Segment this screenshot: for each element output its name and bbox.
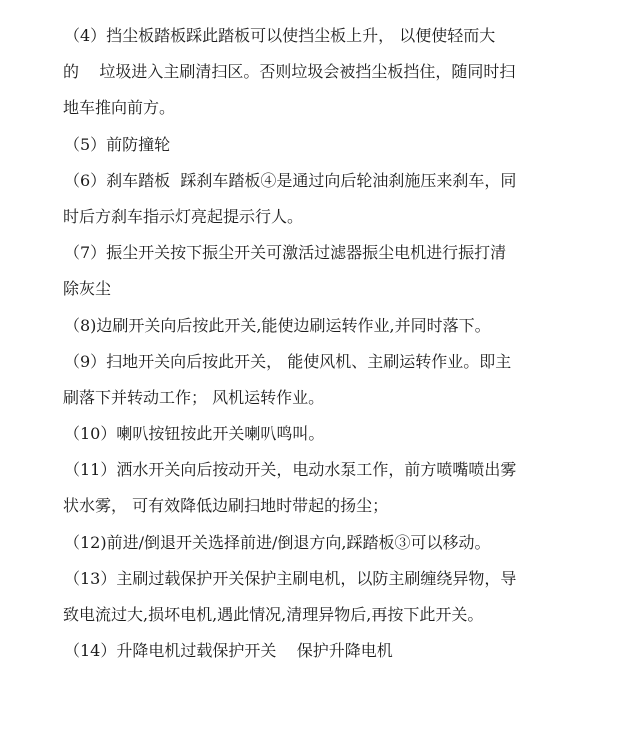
- item-6-line-2: 时后方刹车指示灯亮起提示行人。: [63, 206, 304, 226]
- item-7-line-2: 除灰尘: [63, 279, 112, 299]
- item-5-line-1: （5）前防撞轮: [64, 134, 171, 154]
- item-7-line-1: （7）振尘开关按下振尘开关可激活过滤器振尘电机进行振打清: [64, 243, 507, 263]
- item-4-line-1: （4）挡尘板踏板踩此踏板可以使挡尘板上升， 以便使轻而大: [64, 26, 496, 45]
- item-8-line-1: （8)边刷开关向后按此开关,能使边刷运转作业,并同时落下。: [64, 315, 491, 335]
- item-4-line-3: 地车推向前方。: [63, 98, 176, 118]
- item-11-line-1: （11）洒水开关向后按动开关，电动水泵工作，前方喷嘴喷出雾: [64, 460, 517, 480]
- item-12-line-1: （12)前进/倒退开关选择前进/倒退方向,踩踏板③可以移动。: [64, 532, 491, 552]
- item-6-line-1: （6）刹车踏板 踩刹车踏板④是通过向后轮油刹施压来刹车，同: [64, 170, 517, 190]
- item-13-line-1: （13）主刷过载保护开关保护主刷电机，以防主刷缠绕异物，导: [64, 568, 517, 588]
- item-10-line-1: （10）喇叭按钮按此开关喇叭鸣叫。: [64, 424, 325, 444]
- item-4-line-2: 的 垃圾进入主刷清扫区。否则垃圾会被挡尘板挡住，随同时扫: [63, 62, 516, 82]
- item-13-line-2: 致电流过大,损坏电机,遇此情况,清理异物后,再按下此开关。: [63, 605, 484, 624]
- item-14-line-1: （14）升降电机过载保护开关 保护升降电机: [64, 641, 393, 661]
- item-11-line-2: 状水雾， 可有效降低边刷扫地时带起的扬尘；: [63, 496, 389, 516]
- item-9-line-1: （9）扫地开关向后按此开关， 能使风机、主刷运转作业。即主: [64, 351, 512, 371]
- item-9-line-2: 刷落下并转动工作； 风机运转作业。: [63, 387, 325, 407]
